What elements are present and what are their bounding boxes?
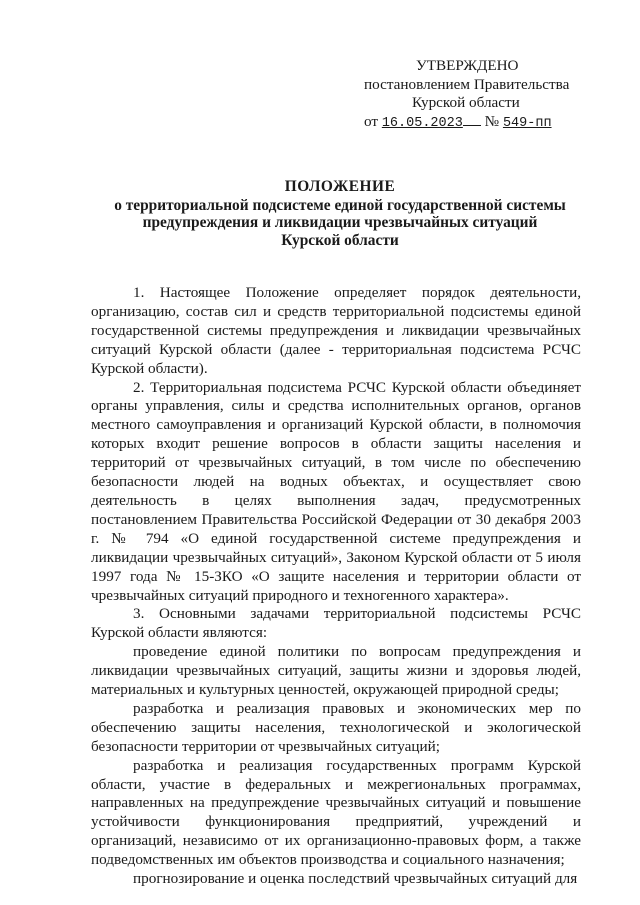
number-label: №	[484, 112, 500, 130]
approval-block	[364, 57, 594, 133]
blank-underline	[463, 113, 481, 126]
approval-date: 16.05.2023	[381, 115, 463, 131]
title-line-2: предупреждения и ликвидации чрезвычайных ситуаций	[142, 214, 538, 231]
approval-date-line	[364, 113, 594, 134]
task-item-4: прогнозирование и оценка последствий чрезвычайных ситуаций для	[133, 870, 578, 888]
title-heading: ПОЛОЖЕНИЕ	[284, 178, 396, 195]
approval-by: постановлением Правительства	[364, 75, 570, 93]
paragraph-2: 2. Территориальная подсистема РСЧС Курской области объединяет органы управления, силы и средства исполнительных органов, органов местного самоуправления и организаций Курской области, в полномочия которых входит решение вопросов в области защиты населения и территорий от чрезвычайных ситуаций, в том числе по обеспечению безопасности людей на водных объектах, и осуществляет свою деятельность в целях выполнения задач, предусмотренных постановлением Правительства Российской Федерации от 30 декабря 2003 г. № 794 «О единой государственной системе предупреждения и ликвидации чрезвычайных ситуаций», Законом Курской области от 5 июля 1997 года № 15-ЗКО «О защите населения и территории области от чрезвычайных ситуаций природного и техногенного характера».	[91, 378, 581, 604]
approval-region: Курской области	[412, 94, 520, 111]
approval-number: 549-пп	[502, 115, 552, 131]
title-line-1: о территориальной подсистеме единой государственной системы	[114, 196, 566, 214]
approval-heading: УТВЕРЖДЕНО	[416, 57, 519, 74]
document-body	[91, 284, 581, 889]
task-item-3: разработка и реализация государственных программ Курской области, участие в федеральных и межрегиональных программах, направленных на предупреждение чрезвычайных ситуаций и повышение устойчивости функционирования предприятий, учреждений и организаций, независимо от их организационно-правовых форм, а также подведомственных им объектов производства и социального назначения;	[91, 756, 581, 869]
task-item-2: разработка и реализация правовых и экономических мер по обеспечению защиты населения, технологической и экологической безопасности территории от чрезвычайных ситуаций;	[91, 699, 581, 755]
task-item-1: проведение единой политики по вопросам предупреждения и ликвидации чрезвычайных ситуаций, защиты жизни и здоровья людей, материальных и культурных ценностей, окружающей природной среды;	[91, 643, 581, 699]
from-label: от	[364, 112, 379, 130]
document-title	[90, 178, 590, 249]
paragraph-3: 3. Основными задачами территориальной подсистемы РСЧС Курской области являются:	[91, 605, 581, 642]
title-line-3: Курской области	[281, 231, 399, 249]
paragraph-1: 1. Настоящее Положение определяет порядок деятельности, организацию, состав сил и средств территориальной подсистемы единой государственной системы предупреждения и ликвидации чрезвычайных ситуаций Курской области (далее - территориальная подсистема РСЧС Курской области).	[91, 284, 581, 377]
